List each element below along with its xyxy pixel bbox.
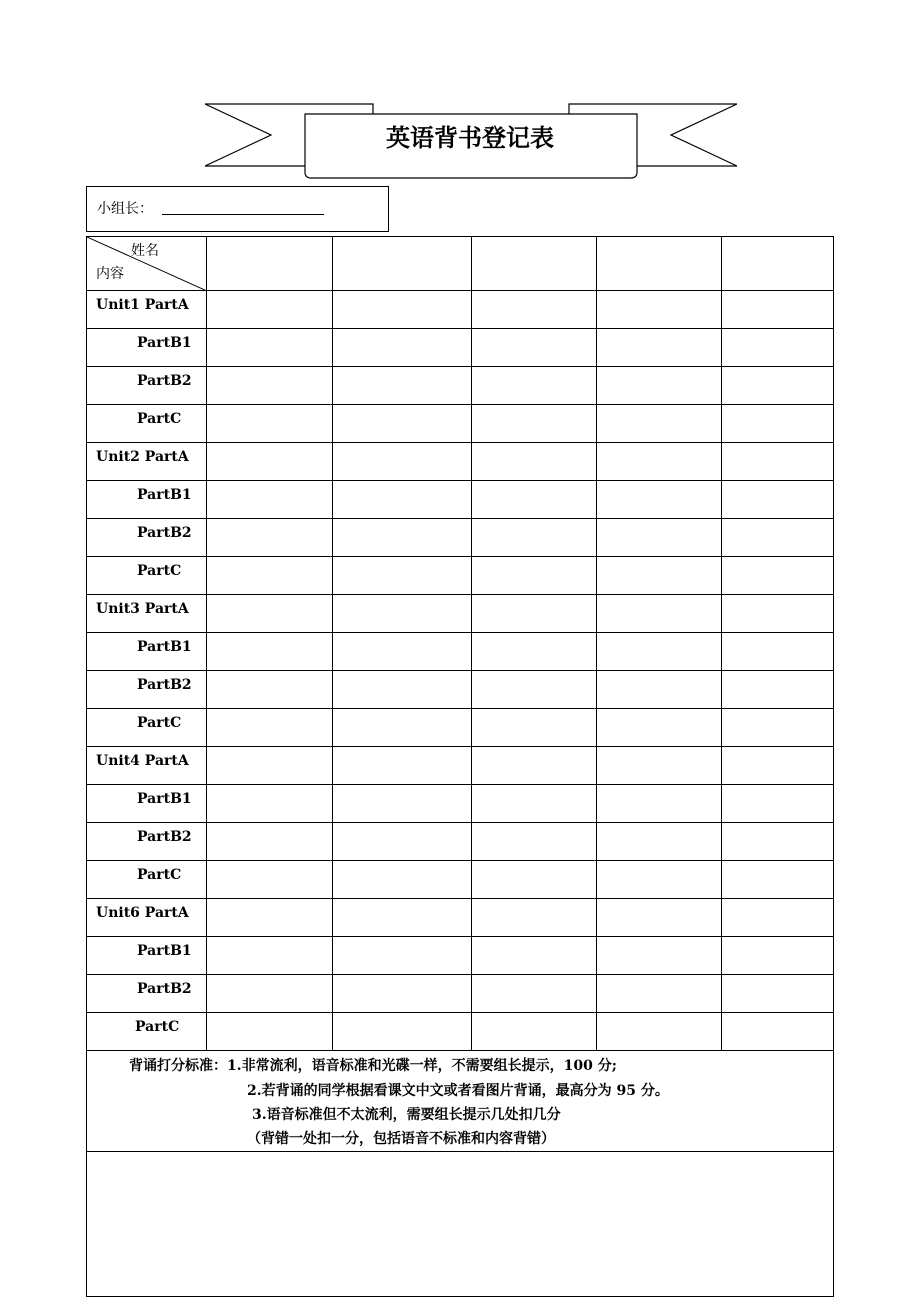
score-cell[interactable] xyxy=(333,443,472,481)
score-cell[interactable] xyxy=(207,405,333,443)
score-cell[interactable] xyxy=(207,443,333,481)
part-label: PartB2 xyxy=(137,829,192,845)
row-label-cell xyxy=(87,291,207,329)
score-cell[interactable] xyxy=(333,709,472,747)
table-row xyxy=(87,595,834,633)
table-row xyxy=(87,709,834,747)
score-cell[interactable] xyxy=(333,633,472,671)
table-row xyxy=(87,975,834,1013)
score-cell[interactable] xyxy=(597,405,722,443)
row-label-cell xyxy=(87,595,207,633)
score-cell[interactable] xyxy=(597,823,722,861)
score-cell[interactable] xyxy=(333,405,472,443)
name-cell[interactable] xyxy=(472,237,597,291)
name-cell[interactable] xyxy=(597,237,722,291)
unit-label: Unit6 PartA xyxy=(96,905,189,921)
score-cell[interactable] xyxy=(472,481,597,519)
score-cell[interactable] xyxy=(472,557,597,595)
row-label-cell xyxy=(87,747,207,785)
part-label: PartC xyxy=(137,563,182,579)
table-row xyxy=(87,633,834,671)
score-cell[interactable] xyxy=(207,823,333,861)
table-row xyxy=(87,405,834,443)
table-row xyxy=(87,557,834,595)
score-cell[interactable] xyxy=(722,557,834,595)
part-label: PartB2 xyxy=(137,981,192,997)
name-header-label: 姓名 xyxy=(131,243,159,259)
score-cell[interactable] xyxy=(207,519,333,557)
score-cell[interactable] xyxy=(597,747,722,785)
score-cell[interactable] xyxy=(722,975,834,1013)
part-label: PartC xyxy=(137,867,182,883)
table-row xyxy=(87,1013,834,1051)
score-cell[interactable] xyxy=(207,329,333,367)
row-label-cell xyxy=(87,367,207,405)
score-cell[interactable] xyxy=(722,443,834,481)
score-cell[interactable] xyxy=(333,557,472,595)
score-cell[interactable] xyxy=(597,291,722,329)
table-row xyxy=(87,367,834,405)
unit-label: Unit1 PartA xyxy=(96,297,189,313)
score-cell[interactable] xyxy=(597,671,722,709)
score-cell[interactable] xyxy=(597,861,722,899)
scoring-criteria-cell xyxy=(87,1051,834,1152)
score-cell[interactable] xyxy=(472,405,597,443)
part-label: PartB1 xyxy=(137,335,192,351)
table-row xyxy=(87,519,834,557)
table-row xyxy=(87,671,834,709)
group-leader-blank[interactable] xyxy=(162,214,324,215)
score-cell[interactable] xyxy=(207,595,333,633)
table-row xyxy=(87,937,834,975)
row-label-cell xyxy=(87,671,207,709)
row-label-cell xyxy=(87,823,207,861)
score-cell[interactable] xyxy=(472,975,597,1013)
row-label-cell xyxy=(87,557,207,595)
header-diagonal-cell xyxy=(87,237,207,291)
row-label-cell xyxy=(87,633,207,671)
score-cell[interactable] xyxy=(722,367,834,405)
score-cell[interactable] xyxy=(722,899,834,937)
score-cell[interactable] xyxy=(722,595,834,633)
criteria-line-3: 3.语音标准但不太流利，需要组长提示几处扣几分 xyxy=(252,1107,561,1123)
table-row xyxy=(87,443,834,481)
score-cell[interactable] xyxy=(472,861,597,899)
score-cell[interactable] xyxy=(472,329,597,367)
score-cell[interactable] xyxy=(597,557,722,595)
score-cell[interactable] xyxy=(722,329,834,367)
score-cell[interactable] xyxy=(207,557,333,595)
score-cell[interactable] xyxy=(722,937,834,975)
name-cell[interactable] xyxy=(207,237,333,291)
row-label-cell xyxy=(87,443,207,481)
score-cell[interactable] xyxy=(472,747,597,785)
page-title: 英语背书登记表 xyxy=(386,124,554,152)
row-label-cell xyxy=(87,1013,207,1051)
score-cell[interactable] xyxy=(722,861,834,899)
score-cell[interactable] xyxy=(472,595,597,633)
score-cell[interactable] xyxy=(207,1013,333,1051)
unit-label: Unit3 PartA xyxy=(96,601,189,617)
score-cell[interactable] xyxy=(207,937,333,975)
score-cell[interactable] xyxy=(722,481,834,519)
score-cell[interactable] xyxy=(333,291,472,329)
row-label-cell xyxy=(87,481,207,519)
score-cell[interactable] xyxy=(597,633,722,671)
score-cell[interactable] xyxy=(472,291,597,329)
criteria-row xyxy=(87,1051,834,1152)
header-row xyxy=(87,237,834,291)
score-cell[interactable] xyxy=(333,975,472,1013)
score-cell[interactable] xyxy=(472,633,597,671)
part-label: PartB1 xyxy=(137,487,192,503)
part-label: PartC xyxy=(135,1019,180,1035)
score-cell[interactable] xyxy=(597,1013,722,1051)
part-label: PartC xyxy=(137,411,182,427)
score-cell[interactable] xyxy=(207,291,333,329)
score-cell[interactable] xyxy=(722,519,834,557)
score-cell[interactable] xyxy=(333,823,472,861)
score-cell[interactable] xyxy=(207,367,333,405)
score-cell[interactable] xyxy=(333,671,472,709)
score-cell[interactable] xyxy=(333,481,472,519)
part-label: PartB1 xyxy=(137,791,192,807)
score-cell[interactable] xyxy=(333,785,472,823)
score-cell[interactable] xyxy=(597,899,722,937)
part-label: PartB2 xyxy=(137,525,192,541)
score-cell[interactable] xyxy=(472,899,597,937)
score-cell[interactable] xyxy=(207,785,333,823)
score-cell[interactable] xyxy=(333,861,472,899)
score-cell[interactable] xyxy=(207,747,333,785)
part-label: PartB2 xyxy=(137,677,192,693)
criteria-line-1: 背诵打分标准：1.非常流利，语音标准和光碟一样，不需要组长提示，100 分; xyxy=(129,1058,617,1074)
score-cell[interactable] xyxy=(597,443,722,481)
unit-label: Unit4 PartA xyxy=(96,753,189,769)
score-cell[interactable] xyxy=(597,329,722,367)
part-label: PartB1 xyxy=(137,639,192,655)
row-label-cell xyxy=(87,975,207,1013)
score-cell[interactable] xyxy=(722,1013,834,1051)
row-label-cell xyxy=(87,519,207,557)
row-label-cell xyxy=(87,785,207,823)
table-row xyxy=(87,899,834,937)
criteria-line-2: 2.若背诵的同学根据看课文中文或者看图片背诵，最高分为 95 分。 xyxy=(247,1083,669,1099)
score-cell[interactable] xyxy=(472,671,597,709)
score-cell[interactable] xyxy=(597,785,722,823)
score-cell[interactable] xyxy=(597,709,722,747)
score-cell[interactable] xyxy=(722,633,834,671)
row-label-cell xyxy=(87,329,207,367)
score-cell[interactable] xyxy=(722,671,834,709)
score-cell[interactable] xyxy=(207,861,333,899)
table-row xyxy=(87,785,834,823)
score-cell[interactable] xyxy=(597,937,722,975)
score-cell[interactable] xyxy=(207,975,333,1013)
score-cell[interactable] xyxy=(722,709,834,747)
score-cell[interactable] xyxy=(722,291,834,329)
row-label-cell xyxy=(87,405,207,443)
score-cell[interactable] xyxy=(472,709,597,747)
row-label-cell xyxy=(87,861,207,899)
score-cell[interactable] xyxy=(472,937,597,975)
unit-label: Unit2 PartA xyxy=(96,449,189,465)
score-cell[interactable] xyxy=(597,367,722,405)
score-cell[interactable] xyxy=(207,481,333,519)
table-row xyxy=(87,861,834,899)
score-cell[interactable] xyxy=(722,785,834,823)
part-label: PartB1 xyxy=(137,943,192,959)
part-label: PartB2 xyxy=(137,373,192,389)
score-cell[interactable] xyxy=(472,1013,597,1051)
recitation-table xyxy=(86,236,834,1297)
score-cell[interactable] xyxy=(472,367,597,405)
score-cell[interactable] xyxy=(333,329,472,367)
score-cell[interactable] xyxy=(597,519,722,557)
score-cell[interactable] xyxy=(722,405,834,443)
score-cell[interactable] xyxy=(333,937,472,975)
score-cell[interactable] xyxy=(597,481,722,519)
score-cell[interactable] xyxy=(333,1013,472,1051)
score-cell[interactable] xyxy=(472,823,597,861)
score-cell[interactable] xyxy=(597,975,722,1013)
score-cell[interactable] xyxy=(722,747,834,785)
part-label: PartC xyxy=(137,715,182,731)
notes-row xyxy=(87,1152,834,1297)
table-row xyxy=(87,747,834,785)
score-cell[interactable] xyxy=(333,595,472,633)
score-cell[interactable] xyxy=(207,633,333,671)
content-header-label: 内容 xyxy=(96,266,124,282)
group-leader-box xyxy=(86,186,389,232)
notes-area[interactable] xyxy=(87,1152,834,1297)
name-cell[interactable] xyxy=(722,237,834,291)
table-row xyxy=(87,481,834,519)
score-cell[interactable] xyxy=(333,899,472,937)
score-cell[interactable] xyxy=(333,519,472,557)
score-cell[interactable] xyxy=(207,899,333,937)
criteria-line-4: （背错一处扣一分，包括语音不标准和内容背错） xyxy=(247,1131,555,1147)
table-row xyxy=(87,291,834,329)
table-row xyxy=(87,329,834,367)
score-cell[interactable] xyxy=(597,595,722,633)
score-cell[interactable] xyxy=(207,671,333,709)
score-cell[interactable] xyxy=(333,747,472,785)
table-row xyxy=(87,823,834,861)
row-label-cell xyxy=(87,899,207,937)
name-cell[interactable] xyxy=(333,237,472,291)
row-label-cell xyxy=(87,709,207,747)
score-cell[interactable] xyxy=(472,785,597,823)
row-label-cell xyxy=(87,937,207,975)
score-cell[interactable] xyxy=(722,823,834,861)
score-cell[interactable] xyxy=(333,367,472,405)
score-cell[interactable] xyxy=(472,443,597,481)
score-cell[interactable] xyxy=(472,519,597,557)
score-cell[interactable] xyxy=(207,709,333,747)
group-leader-label: 小组长： xyxy=(97,201,153,217)
